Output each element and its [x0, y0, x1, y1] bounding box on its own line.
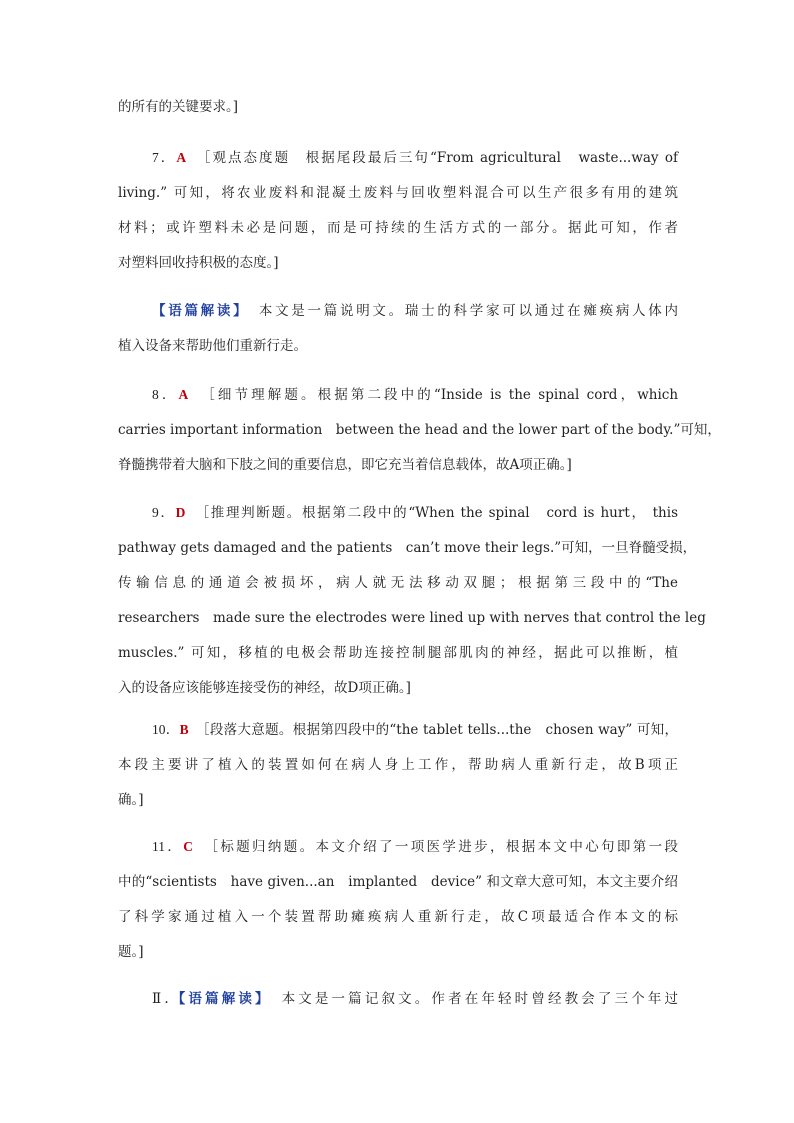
answer-10-line-2: 本段主要讲了植入的装置如何在病人身上工作，帮助病人重新行走，故B项正 [118, 757, 678, 773]
answer-9-line-2: pathway gets damaged and the patients can’t move their legs.”可知，一旦脊髓受损， [118, 540, 697, 556]
answer-10-line-1 [118, 712, 678, 748]
answer-9-line-3: 传输信息的通道会被损坏，病人就无法移动双腿；根据第三段中的“The [118, 575, 678, 591]
answer-letter: D [175, 505, 186, 520]
reading-analysis-1 [118, 294, 678, 364]
explanation-text: ［标题归纳题。本文介绍了一项医学进步，根据本文中心句即第一段 [211, 839, 679, 855]
answer-8-line-3: 脊髓携带着大脑和下肢之间的重要信息，即它充当着信息载体，故A项正确。] [118, 457, 572, 473]
answer-7-line-4: 对塑料回收持积极的态度。] [118, 255, 279, 271]
answer-9-line-4: researchers made sure the electrodes were lined up with nerves that control the leg [118, 610, 706, 626]
answer-11 [118, 829, 678, 970]
explanation-text: ［段落大意题。根据第四段中的“the tablet tells...the chosen way” 可知， [202, 722, 678, 738]
reading-analysis-1-line-2: 植入设备来帮助他们重新行走。 [118, 338, 307, 354]
answer-9-line-6: 入的设备应该能够连接受伤的神经，故D项正确。] [118, 680, 411, 696]
question-number: 10． [152, 722, 180, 737]
reading-analysis-text: 本文是一篇说明文。瑞士的科学家可以通过在瘫痪病人体内 [258, 303, 679, 319]
answer-letter: C [183, 839, 193, 854]
reading-analysis-2-line-1 [118, 982, 678, 1017]
answer-11-line-4: 题。] [118, 944, 144, 960]
answer-letter: A [176, 150, 187, 165]
reading-analysis-1-line-1 [118, 294, 678, 329]
question-number: 7． [152, 150, 177, 165]
reading-analysis-2 [118, 982, 678, 1017]
answer-11-line-1 [118, 829, 678, 865]
answer-letter: B [179, 722, 189, 737]
answer-letter: A [178, 387, 189, 402]
answer-11-line-2: 中的“scientists have given...an implanted device” 和文章大意可知，本文主要介绍 [118, 874, 678, 890]
section-roman-numeral: Ⅱ. [152, 991, 169, 1007]
top-fragment-line: 的所有的关键要求。] [118, 99, 239, 115]
question-number: 8． [152, 387, 179, 402]
explanation-text: ［推理判断题。根据第二段中的“When the spinal cord is hurt， this [202, 505, 678, 521]
explanation-text: ［观点态度题 根据尾段最后三句“From agricultural waste...way of [203, 150, 678, 166]
reading-analysis-text: 本文是一篇记叙文。作者在年轻时曾经教会了三个年过 [281, 991, 679, 1007]
answer-10 [118, 712, 678, 818]
reading-analysis-tag: 【语篇解读】 [168, 991, 265, 1007]
question-number: 9． [152, 505, 176, 520]
answer-11-line-3: 了科学家通过植入一个装置帮助瘫痪病人重新行走，故C项最适合作本文的标 [118, 909, 678, 925]
answer-7-line-1 [118, 140, 678, 176]
answer-8 [118, 377, 721, 483]
answer-7-line-2: living.” 可知，将农业废料和混凝土废料与回收塑料混合可以生产很多有用的建筑 [118, 185, 678, 201]
reading-analysis-tag: 【语篇解读】 [152, 303, 243, 319]
answer-8-line-1 [118, 377, 678, 413]
question-number: 11． [152, 839, 184, 854]
answer-9 [118, 495, 706, 706]
top-fragment [118, 90, 678, 125]
explanation-text: ［细节理解题。根据第二段中的“Inside is the spinal cord，which [208, 387, 679, 403]
answer-8-line-2: carries important information between the head and the lower part of the body.”可知， [118, 422, 721, 438]
answer-10-line-3: 确。] [118, 792, 144, 808]
answer-7 [118, 140, 678, 281]
answer-9-line-1 [118, 495, 678, 531]
answer-7-line-3: 材料；或许塑料未必是问题，而是可持续的生活方式的一部分。据此可知，作者 [118, 220, 678, 236]
answer-9-line-5: muscles.” 可知，移植的电极会帮助连接控制腿部肌肉的神经，据此可以推断，植 [118, 645, 678, 661]
